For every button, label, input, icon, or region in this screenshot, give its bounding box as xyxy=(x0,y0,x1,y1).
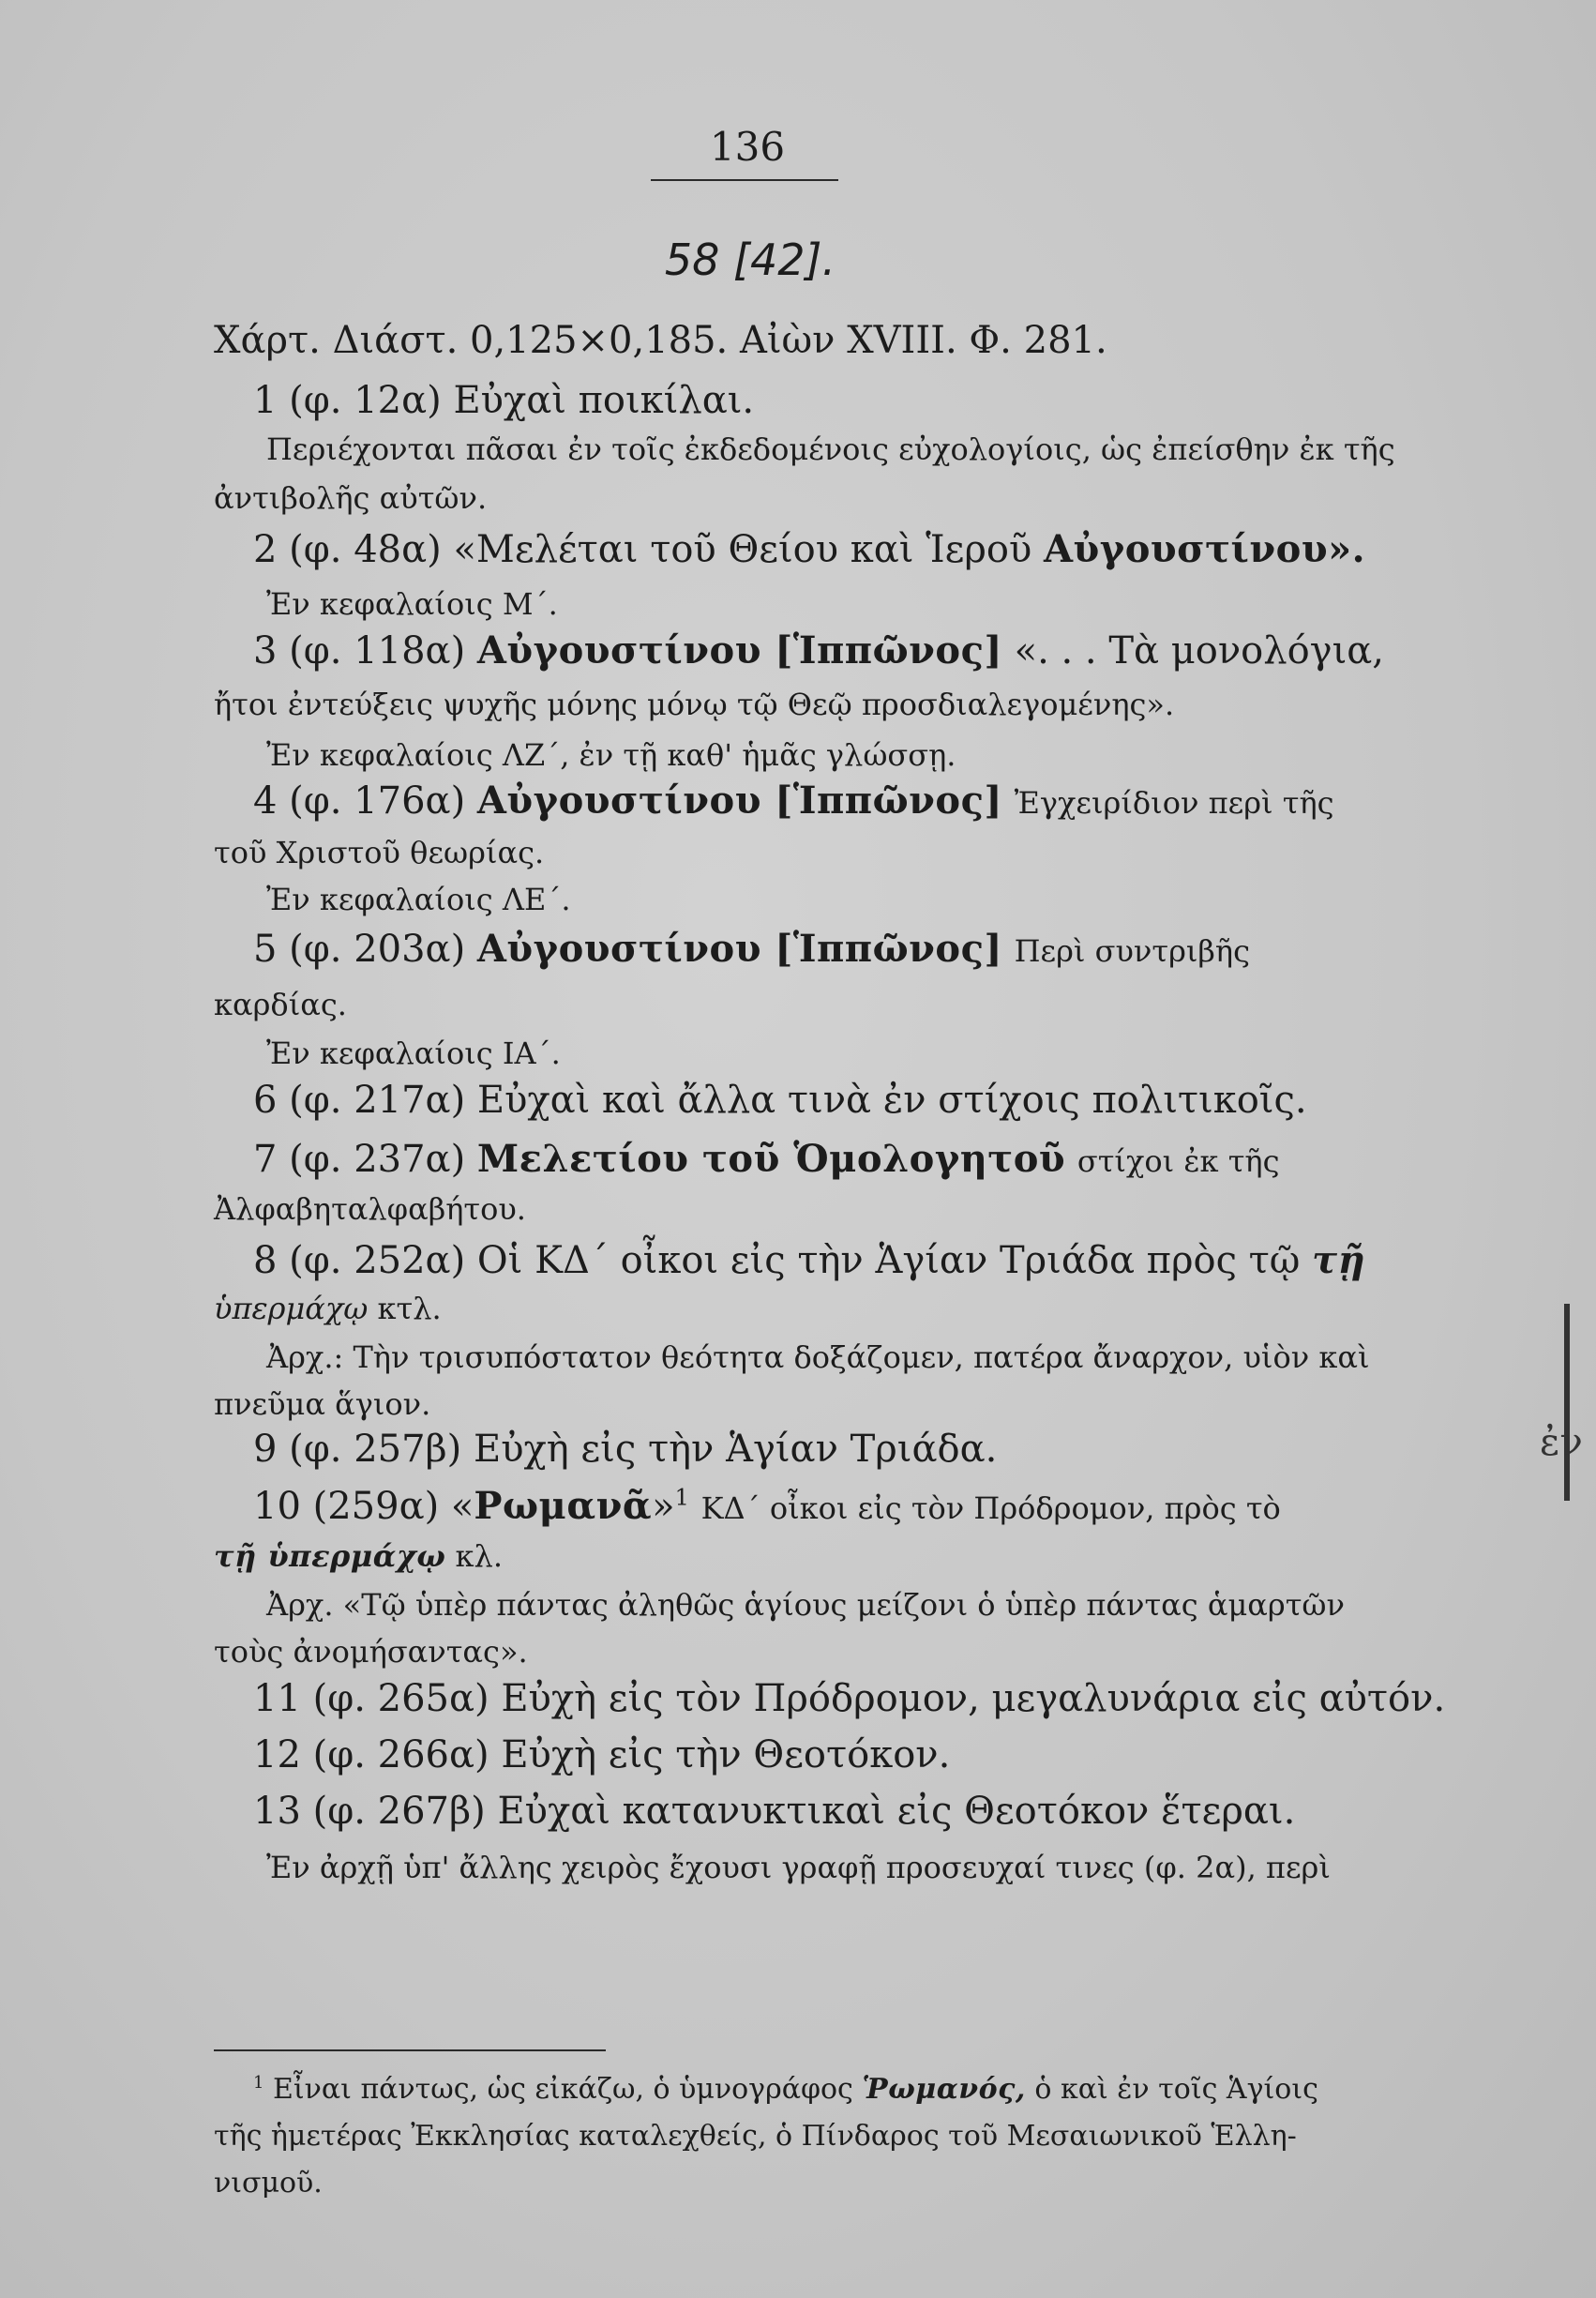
entry-line: Ἐν κεφαλαίοις ΙΑ΄. xyxy=(266,1036,561,1071)
entry-text: Ἐγχειρίδιον περὶ τῆς xyxy=(1014,785,1334,821)
incipit-word: τῇ xyxy=(1312,1238,1366,1282)
entry-text: 8 (φ. 252α) Οἱ ΚΔ΄ οἶκοι εἰς τὴν Ἁγίαν Τριάδα πρὸς τῷ xyxy=(253,1239,1301,1282)
author-name: Αὐγουστίνου [Ἱππῶνος] xyxy=(476,927,1002,971)
entry-line: 12 (φ. 266α) Εὐχὴ εἰς τὴν Θεοτόκον. xyxy=(253,1733,951,1776)
entry-line xyxy=(253,1137,1279,1181)
entry-line: ἤτοι ἐντεύξεις ψυχῆς μόνης μόνῳ τῷ Θεῷ προσδιαλεγομένης». xyxy=(214,687,1175,722)
entry-line: καρδίας. xyxy=(214,987,347,1022)
entry-line: Ἀλφαβηταλφαβήτου. xyxy=(214,1191,526,1227)
entry-text: ΚΔ΄ οἶκοι εἰς τὸν Πρόδρομον, πρὸς τὸ xyxy=(700,1490,1281,1526)
entry-line: 6 (φ. 217α) Εὐχαὶ καὶ ἄλλα τινὰ ἐν στίχοις πολιτικοῖς. xyxy=(253,1079,1307,1122)
footnote-rule xyxy=(214,2049,606,2051)
entry-line: Ἀρχ.: Τὴν τρισυπόστατον θεότητα δοξάζομεν, πατέρα ἄναρχον, υἱὸν καὶ xyxy=(266,1339,1370,1375)
entry-line xyxy=(253,779,1334,823)
entry-line: ἀντιβολῆς αὐτῶν. xyxy=(214,480,488,516)
entry-line xyxy=(253,527,1365,571)
footnote-text: ὁ καὶ ἐν τοῖς Ἁγίοις xyxy=(1034,2073,1318,2106)
entry-line: Χάρτ. Διάστ. 0,125×0,185. Αἰὼν XVIII. Φ. 281. xyxy=(214,319,1107,362)
footnote-marker: 1 xyxy=(674,1484,689,1511)
entry-line: 11 (φ. 265α) Εὐχὴ εἰς τὸν Πρόδρομον, μεγαλυνάρια εἰς αὐτόν. xyxy=(253,1677,1446,1720)
bleed-through-text: ἐν xyxy=(1540,1421,1583,1464)
footnote-name: Ῥωμανός, xyxy=(862,2073,1026,2106)
entry-line: 13 (φ. 267β) Εὐχαὶ κατανυκτικαὶ εἰς Θεοτόκον ἕτεραι. xyxy=(253,1790,1296,1833)
author-name: Ρωμανᾶ xyxy=(474,1484,653,1528)
footnote-line: τῆς ἡμετέρας Ἐκκλησίας καταλεχθείς, ὁ Πίνδαρος τοῦ Μεσαιωνικοῦ Ἑλλη- xyxy=(214,2120,1297,2153)
entry-line: Ἐν κεφαλαίοις Μ΄. xyxy=(266,586,558,622)
incipit-word: ὑπερμάχῳ xyxy=(214,1291,369,1326)
entry-line: Ἐν κεφαλαίοις ΛΖ΄, ἐν τῇ καθ' ἡμᾶς γλώσσῃ. xyxy=(266,737,956,773)
entry-text: στίχοι ἐκ τῆς xyxy=(1077,1143,1280,1179)
footnote-line xyxy=(253,2073,1318,2106)
entry-text: 2 (φ. 48α) «Μελέται τοῦ Θείου καὶ Ἱεροῦ xyxy=(253,528,1032,571)
entry-text: 7 (φ. 237α) xyxy=(253,1138,466,1181)
entry-text: 4 (φ. 176α) xyxy=(253,779,466,823)
footnote-line: νισμοῦ. xyxy=(214,2167,323,2200)
scan-edge-mark xyxy=(1564,1304,1570,1501)
entry-line: 9 (φ. 257β) Εὐχὴ εἰς τὴν Ἁγίαν Τριάδα. xyxy=(253,1428,998,1471)
entry-line xyxy=(214,1538,503,1574)
entry-line xyxy=(253,927,1250,971)
entry-line: πνεῦμα ἅγιον. xyxy=(214,1386,431,1422)
author-name: Αὐγουστίνου [Ἱππῶνος] xyxy=(476,779,1002,823)
entry-line xyxy=(253,1484,1281,1528)
incipit-word: τῇ ὑπερμάχῳ xyxy=(214,1538,446,1574)
entry-text: 3 (φ. 118α) xyxy=(253,629,466,673)
entry-text: » xyxy=(652,1485,675,1528)
author-name: Αὐγουστίνου [Ἱππῶνος] xyxy=(476,628,1002,673)
entry-text: Περὶ συντριβῆς xyxy=(1014,933,1251,969)
header-rule xyxy=(651,179,838,181)
page-number: 136 xyxy=(709,124,786,170)
entry-text: 5 (φ. 203α) xyxy=(253,928,466,971)
entry-line: Ἐν κεφαλαίοις ΛΕ΄. xyxy=(266,882,571,917)
entry-line xyxy=(253,1238,1365,1282)
entry-line: Ἐν ἀρχῇ ὑπ' ἄλλης χειρὸς ἔχουσι γραφῇ προσευχαί τινες (φ. 2α), περὶ xyxy=(266,1850,1331,1885)
entry-line: τοῦ Χριστοῦ θεωρίας. xyxy=(214,835,545,870)
entry-text: κτλ. xyxy=(377,1291,442,1326)
author-name: Αὐγουστίνου». xyxy=(1044,527,1366,571)
entry-line: 1 (φ. 12α) Εὐχαὶ ποικίλαι. xyxy=(253,379,755,422)
entry-line: Περιέχονται πᾶσαι ἐν τοῖς ἐκδεδομένοις εὐχολογίοις, ὡς ἐπείσθην ἐκ τῆς xyxy=(266,431,1395,467)
author-name: Μελετίου τοῦ Ὁμολογητοῦ xyxy=(476,1137,1066,1181)
footnote-text: Εἶναι πάντως, ὡς εἰκάζω, ὁ ὑμνογράφος xyxy=(273,2073,853,2106)
entry-text: «. . . Τὰ μονολόγια, xyxy=(1014,629,1384,673)
entry-text: 10 (259α) « xyxy=(253,1485,474,1528)
entry-text: κλ. xyxy=(455,1538,503,1574)
manuscript-heading: 58 [42]. xyxy=(664,234,836,285)
footnote-marker: 1 xyxy=(253,2073,264,2093)
entry-line xyxy=(214,1291,442,1326)
entry-line: τοὺς ἀνομήσαντας». xyxy=(214,1634,528,1670)
entry-line: Ἀρχ. «Τῷ ὑπὲρ πάντας ἀληθῶς ἁγίους μείζονι ὁ ὑπὲρ πάντας ἁμαρτῶν xyxy=(266,1587,1345,1623)
entry-line xyxy=(253,628,1384,673)
